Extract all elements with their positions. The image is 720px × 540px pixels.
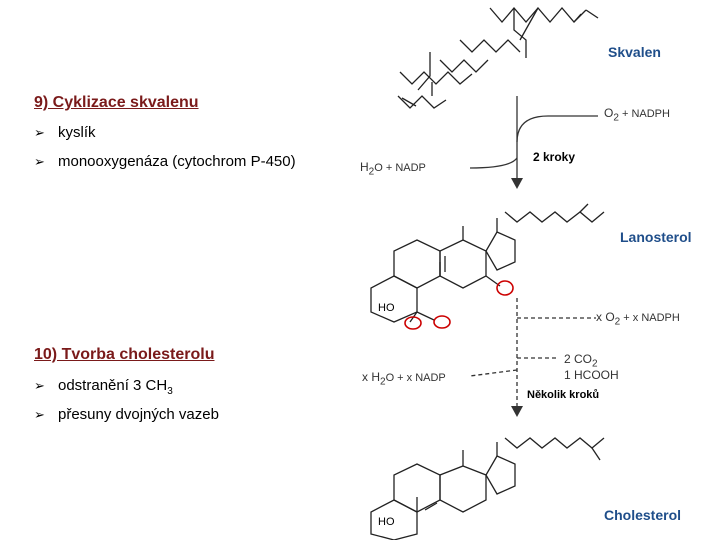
squalene-structure: [398, 8, 598, 108]
lanosterol-label: Lanosterol: [620, 229, 692, 245]
bullet-remove-methyl-sub: 3: [167, 386, 173, 397]
lanosterol-ho-label: HO: [378, 302, 395, 314]
step2-input-label: [596, 310, 680, 327]
x-o2-text: x O: [596, 310, 615, 324]
step2-output-label: [362, 370, 446, 387]
hcooh-label: 1 HCOOH: [564, 368, 619, 382]
section10-title: 10) Tvorba cholesterolu: [34, 346, 215, 363]
cholesterol-ho-label: HO: [378, 516, 395, 528]
co2-label: [564, 352, 598, 369]
h2o-text: H: [360, 160, 369, 174]
o2-text: O: [604, 106, 614, 120]
x-nadph-text: + x NADPH: [620, 312, 680, 324]
arrow-bullet-icon: ➢: [34, 407, 45, 422]
x-nadp-text: O + x NADP: [385, 372, 446, 384]
step2-steps-label: Několik kroků: [527, 389, 600, 401]
arrow-bullet-icon: ➢: [34, 125, 45, 140]
bullet-monooxygenase-text: monooxygenáza (cytochrom P-450): [58, 153, 296, 170]
bullet-oxygen-text: kyslík: [58, 124, 96, 141]
o2-sub: 2: [613, 112, 619, 124]
x-o2-sub: 2: [614, 316, 621, 328]
bullet-double-bonds-text: přesuny dvojných vazeb: [58, 406, 219, 423]
step1-input-label: [604, 106, 670, 123]
cholesterol-label: Cholesterol: [604, 507, 682, 523]
arrow-bullet-icon: ➢: [34, 154, 45, 169]
step1-output-label: [360, 160, 426, 177]
x-h2o-text: x H: [362, 370, 380, 384]
squalene-label: Skvalen: [608, 44, 661, 60]
step1-steps-label: 2 kroky: [533, 150, 576, 164]
nadph-text: + NADPH: [618, 108, 670, 120]
h2o-sub: 2: [368, 166, 375, 178]
x-h2o-sub: 2: [380, 376, 386, 388]
lanosterol-structure: [371, 204, 604, 322]
section9-title: 9) Cyklizace skvalenu: [34, 94, 199, 111]
step2-arrowhead: [511, 406, 523, 417]
nadp-text: O + NADP: [374, 162, 426, 174]
co2-text: 2 CO: [564, 352, 593, 366]
co2-sub: 2: [592, 358, 598, 370]
step1-arrowhead: [511, 178, 523, 189]
step1-arrow: [470, 96, 598, 178]
arrow-bullet-icon: ➢: [34, 378, 45, 393]
removed-methyl-markers: [405, 281, 513, 329]
bullet-remove-methyl-text: odstranění 3 CH: [58, 377, 168, 394]
cholesterol-structure: [371, 438, 604, 540]
